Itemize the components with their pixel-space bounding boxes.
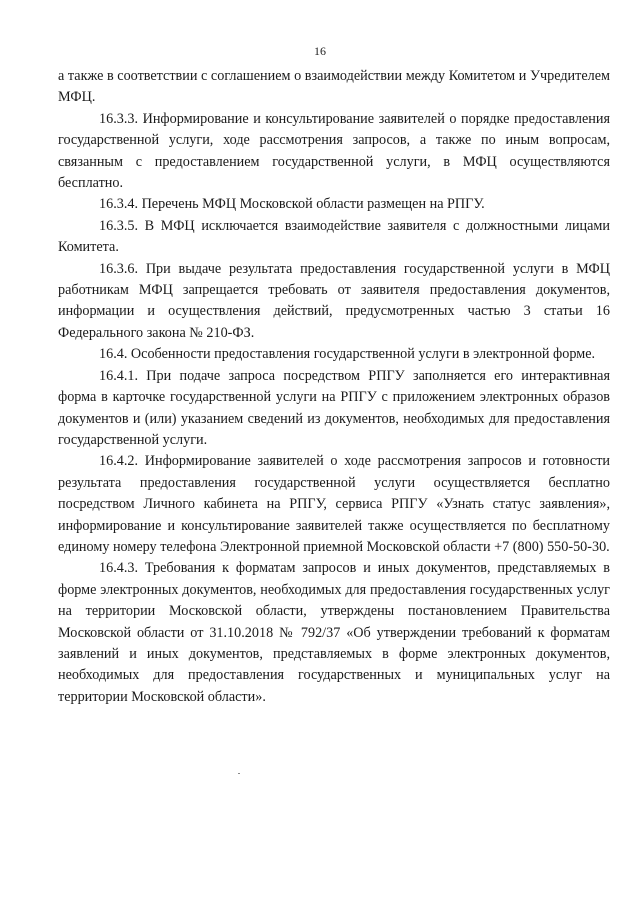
paragraph-16-4: 16.4. Особенности предоставления государственной услуги в электронной форме.	[99, 346, 596, 363]
paragraph-16-3-6: 16.3.6. При выдаче результата предоставления государственной услуги в МФЦ работникам МФЦ запрещается требовать от заявителя предоставления документов, информации и осуществления действий, предусмотренных частью 3 статьи 16 Федерального закона № 210-ФЗ.	[58, 260, 610, 341]
scan-speck	[238, 773, 240, 774]
page-number: 16	[314, 44, 326, 58]
paragraph-16-4-2: 16.4.2. Информирование заявителей о ходе рассмотрения запросов и готовности результата предоставления государственной услуги осуществляется бесплатно посредством Личного кабинета на РПГУ, сервиса РПГУ «Узнать статус заявления», информирование и консультирование заявителей также осуществляется по бесплатному единому номеру телефона Электронной приемной Московской области +7 (800) 550-50-30.	[58, 453, 610, 555]
paragraph-continuation: а также в соответствии с соглашением о взаимодействии между Комитетом и Учредителем МФЦ.	[58, 68, 610, 106]
paragraph-16-4-1: 16.4.1. При подаче запроса посредством РПГУ заполняется его интерактивная форма в карточке государственной услуги на РПГУ с приложением электронных образов документов и (или) указанием сведений из документов, необходимых для предоставления государственной услуги.	[58, 367, 610, 448]
paragraph-16-4-3: 16.4.3. Требования к форматам запросов и иных документов, представляемых в форме электронных документов, необходимых для предоставления государственных услуг на территории Московской области, утверждены постановлением Правительства Московской области от 31.10.2018 № 792/37 «Об утверждении требований к форматам заявлений и иных документов, представляемых в форме электронных документов, необходимых для предоставления государственных и муниципальных услуг на территории Московской области».	[58, 560, 610, 705]
paragraph-16-3-5: 16.3.5. В МФЦ исключается взаимодействие заявителя с должностными лицами Комитета.	[58, 217, 610, 256]
document-body	[58, 66, 610, 708]
paragraph-16-3-3: 16.3.3. Информирование и консультирование заявителей о порядке предоставления государственной услуги, ходе рассмотрения запросов, а также по иным вопросам, связанным с предоставлением государственной услуги, в МФЦ осуществляются бесплатно.	[58, 110, 610, 192]
paragraph-16-3-4: 16.3.4. Перечень МФЦ Московской области размещен на РПГУ.	[99, 196, 485, 213]
